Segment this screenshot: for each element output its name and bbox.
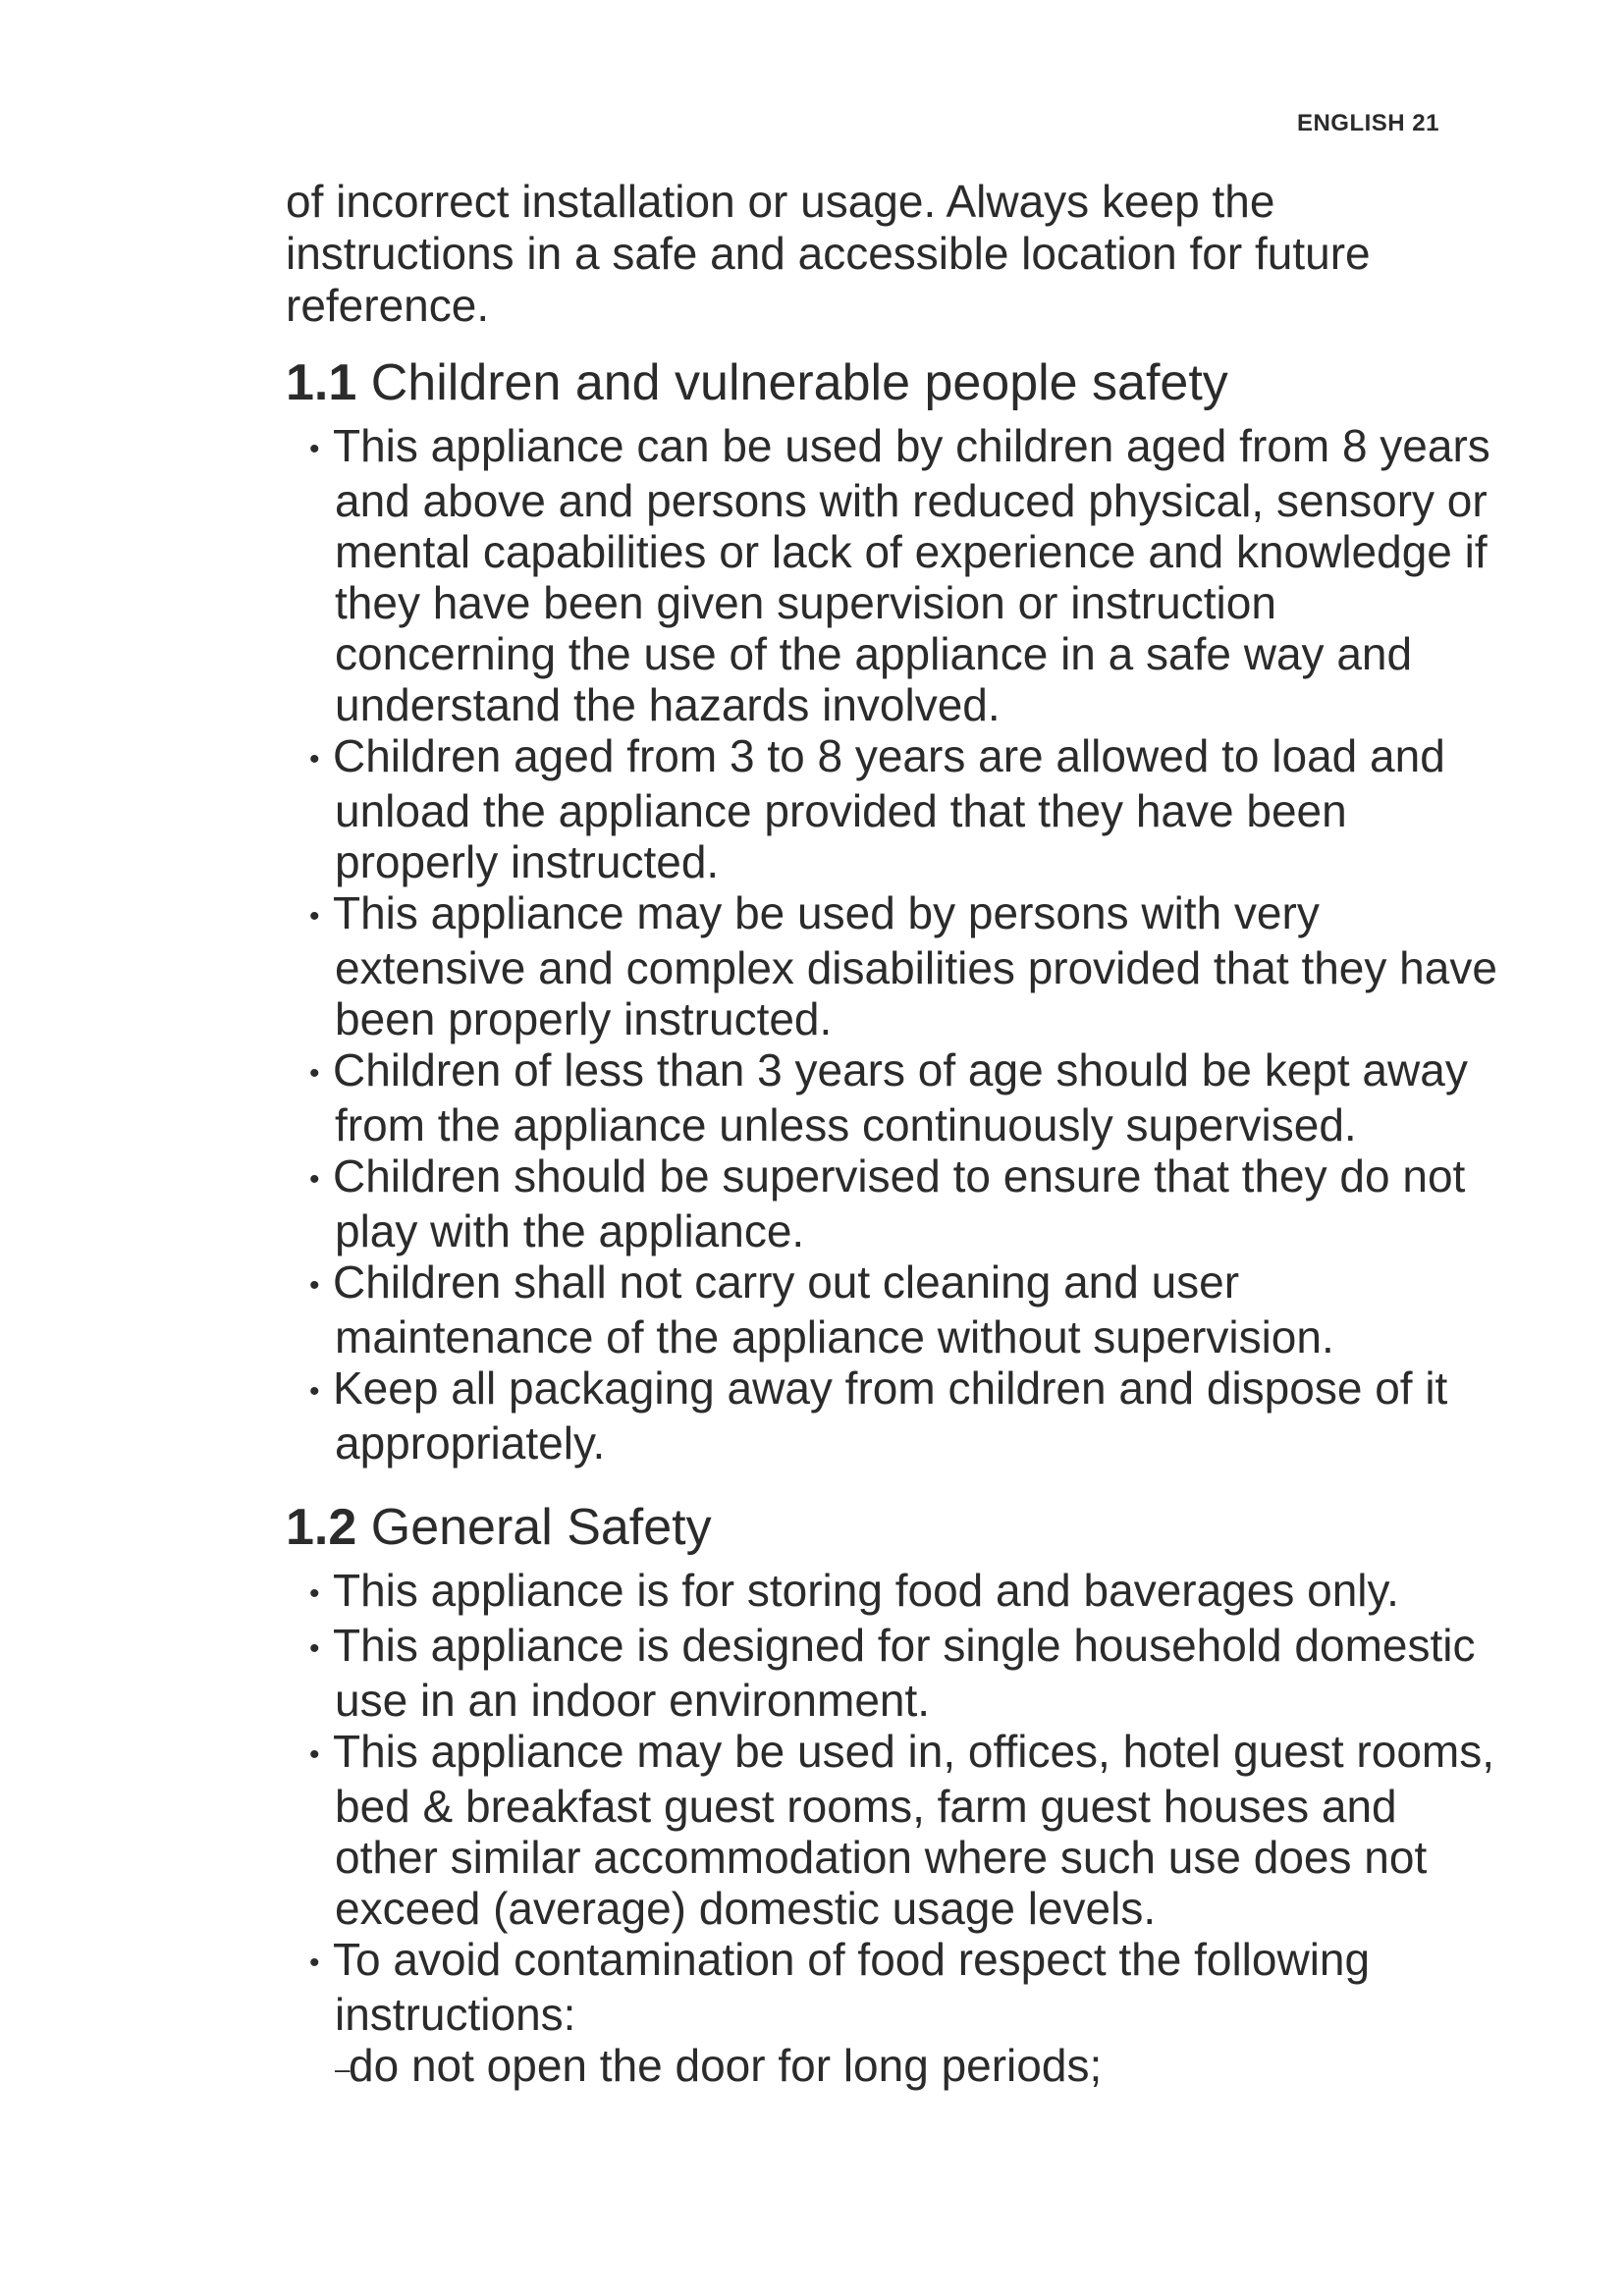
list-item: • This appliance is designed for single household domestic use in an indoor environment.	[309, 1620, 1476, 1726]
section-title: Children and vulnerable people safety	[356, 354, 1228, 411]
bullet-icon: •	[309, 1947, 320, 1979]
section-title: General Safety	[356, 1499, 712, 1556]
list-item: • Children aged from 3 to 8 years are allowed to load and unload the appliance provided that they have been properly instructed.	[309, 730, 1445, 887]
sub-list-item: –do not open the door for long periods;	[286, 2040, 1503, 2095]
section-heading-general-safety	[286, 1498, 1503, 1557]
list-item: • Children shall not carry out cleaning and user maintenance of the appliance without supervision.	[309, 1256, 1334, 1362]
bullet-icon: •	[309, 900, 320, 933]
list-item: • This appliance can be used by children aged from 8 years and above and persons with reduced physical, sensory or mental capabilities or lack of experience and knowledge if they have been given supervision or instruction concerning the use of the appliance in a safe way and understand the hazards involved.	[309, 420, 1490, 730]
section-number: 1.1	[286, 354, 357, 411]
section-heading-children-safety	[286, 353, 1503, 412]
children-safety-list	[286, 420, 1503, 1468]
list-item: • This appliance may be used in, offices, hotel guest rooms, bed & breakfast guest rooms, farm guest houses and other similar accommodation where such use does not exceed (average) domestic usage levels.	[309, 1726, 1495, 1934]
bullet-icon: •	[309, 1738, 320, 1771]
bullet-icon: •	[309, 1375, 320, 1408]
list-item: • Keep all packaging away from children and dispose of it appropriately.	[309, 1362, 1448, 1468]
bullet-icon: •	[309, 1632, 320, 1665]
section-number: 1.2	[286, 1499, 357, 1556]
document-body	[286, 176, 1503, 2095]
bullet-icon: •	[309, 1163, 320, 1196]
general-safety-list	[286, 1565, 1503, 2040]
intro-paragraph: of incorrect installation or usage. Always keep the instructions in a safe and accessible location for future reference.	[286, 176, 1371, 331]
page-number-label: ENGLISH 21	[1296, 110, 1439, 136]
list-item: • To avoid contamination of food respect the following instructions:	[309, 1934, 1371, 2040]
list-item: • Children of less than 3 years of age should be kept away from the appliance unless continuously supervised.	[309, 1044, 1468, 1150]
bullet-icon: •	[309, 1057, 320, 1090]
contamination-sub-list	[286, 2040, 1503, 2095]
bullet-icon: •	[309, 1577, 320, 1610]
dash-icon: –	[335, 2054, 351, 2084]
bullet-icon: •	[309, 1269, 320, 1302]
list-item: • This appliance may be used by persons with very extensive and complex disabilities provided that they have been properly instructed.	[309, 887, 1497, 1044]
list-item: • This appliance is for storing food and baverages only.	[286, 1565, 1503, 1620]
bullet-icon: •	[309, 743, 320, 775]
list-item: • Children should be supervised to ensure that they do not play with the appliance.	[309, 1150, 1466, 1256]
bullet-icon: •	[309, 433, 320, 465]
